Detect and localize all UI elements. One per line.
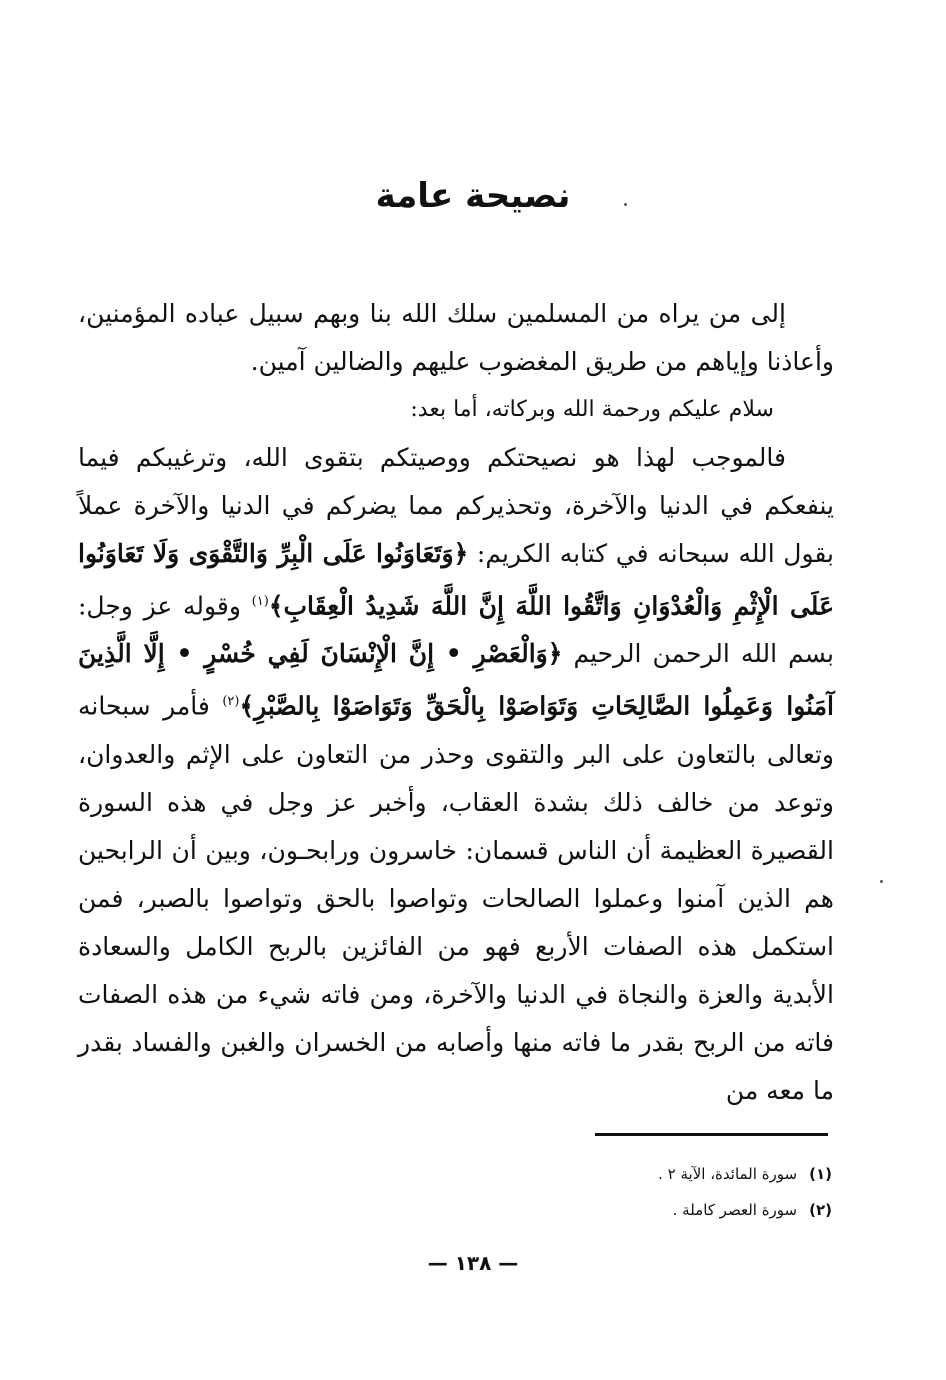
- salutation: سلام عليكم ورحمة الله وبركاته، أما بعد:: [410, 397, 774, 422]
- explanation-text: فأمر سبحانه وتعالى بالتعاون على البر والتقوى وحذر من التعاون على الإثم والعدوان، وتوعد من خالف ذلك بشدة العقاب، وأخبر عز وجل في هذه السورة القصيرة العظيمة أن الناس قسمان: خاسرون ورابحـون، وبين أن الرابحين هم الذين آمنوا وعملوا الصالحات وتواصوا بالحق وتواصوا بالصبر، فمن استكمل هذه الصفات الأربع فهو من الفائزين بالربح الكامل والسعادة الأبدية والعزة والنجاة في الدنيا والآخرة، ومن فاته شيء من هذه الصفات فاته من الربح بقدر ما فاته منها وأصابه من الخسران والغبن والفساد بقدر ما معه من: [78, 691, 835, 1105]
- advice-paragraph: [78, 434, 834, 1115]
- footnote-item: [432, 1192, 832, 1228]
- scan-speck: [624, 203, 627, 206]
- quran-verse-asr: ﴿وَالْعَصْرِ • إِنَّ الْإِنْسَانَ لَفِي خُسْرٍ • إِلَّا الَّذِينَ آمَنُوا وَعَمِلُوا الصَّالِحَاتِ وَتَوَاصَوْا بِالْحَقِّ وَتَوَاصَوْا بِالصَّبْرِ﴾: [78, 639, 834, 721]
- footnote-text: سورة المائدة، الآية ٢ .: [658, 1165, 798, 1183]
- footnote-ref-2: (٢): [222, 694, 240, 710]
- scan-speck: [880, 880, 883, 883]
- footnotes: [432, 1156, 832, 1228]
- footnote-text: سورة العصر كاملة .: [672, 1201, 798, 1219]
- main-text: [78, 290, 834, 1115]
- footnote-number: (٢): [809, 1201, 832, 1219]
- quran-verse-maidah: ﴿وَتَعَاوَنُوا عَلَى الْبِرِّ وَالتَّقْوَى وَلَا تَعَاوَنُوا عَلَى الْإِثْمِ وَالْعُدْوَانِ وَاتَّقُوا اللَّهَ إِنَّ اللَّهَ شَدِيدُ الْعِقَابِ﴾: [78, 539, 834, 621]
- opening-paragraph: إلى من يراه من المسلمين سلك الله بنا وبهم سبيل عباده المؤمنين، وأعاذنا وإياهم من طريق المغضوب عليهم والضالين آمين.: [78, 299, 834, 376]
- page-title: نصيحة عامة: [375, 176, 571, 216]
- advice-text: فالموجب لهذا هو نصيحتكم ووصيتكم بتقوى الله، وترغيبكم فيما ينفعكم في الدنيا والآخرة، وتحذيركم مما يضركم في الدنيا والآخرة عملاً بقول الله سبحانه في كتابه الكريم:: [78, 443, 834, 568]
- footnote-divider: [595, 1133, 828, 1136]
- footnote-number: (١): [809, 1165, 832, 1183]
- footnote-ref-1: (١): [251, 594, 269, 609]
- connector-text: وقوله عز وجل: بسم الله الرحمن الرحيم: [78, 591, 834, 669]
- footnote-item: [432, 1156, 832, 1192]
- page-number: — ١٣٨ —: [427, 1251, 519, 1275]
